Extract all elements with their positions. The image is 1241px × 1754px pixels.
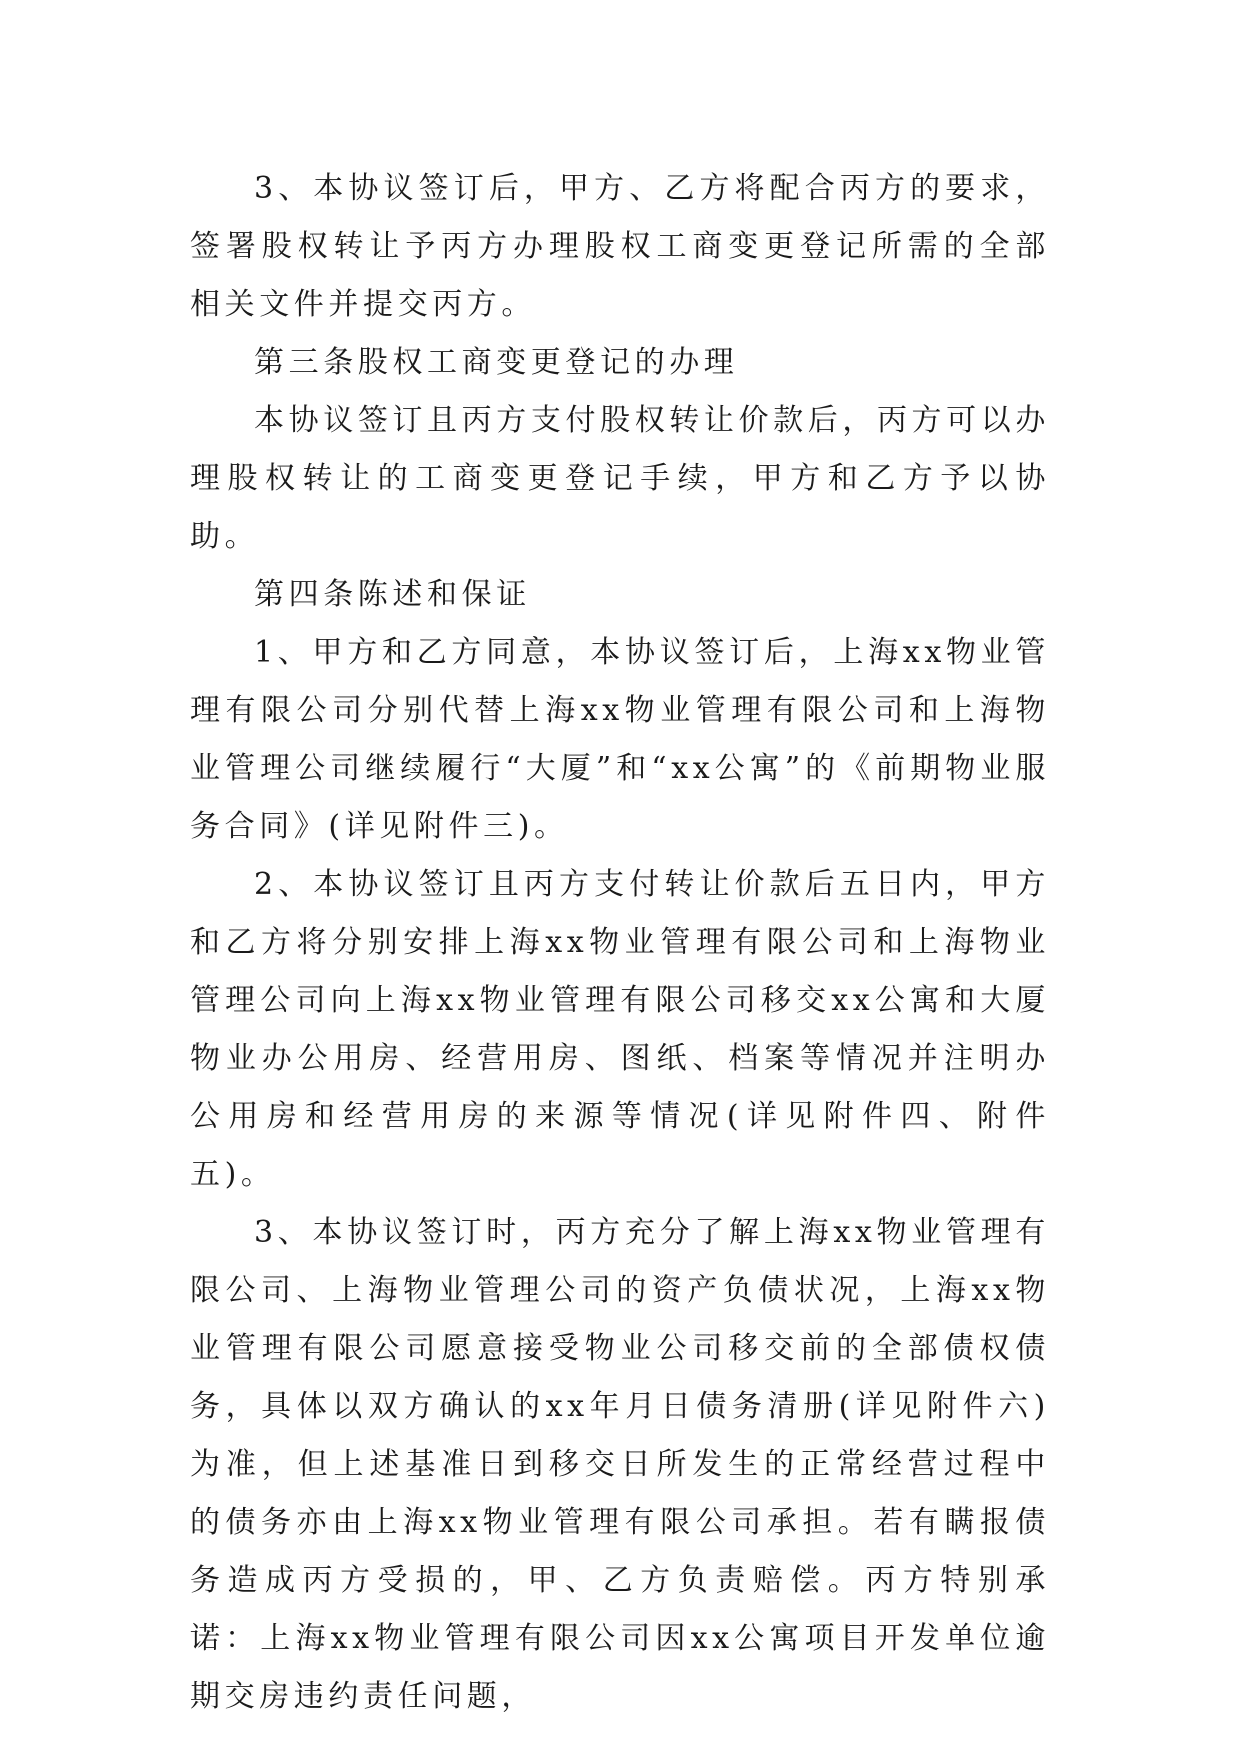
article-4-item-3: 3、本协议签订时，丙方充分了解上海xx物业管理有限公司、上海物业管理公司的资产负债状况，上海xx物业管理有限公司愿意接受物业公司移交前的全部债权债务，具体以双方确认的xx年月日债务清册(详见附件六)为准，但上述基准日到移交日所发生的正常经营过程中的债务亦由上海xx物业管理有限公司承担。若有瞒报债务造成丙方受损的，甲、乙方负责赔偿。丙方特别承诺：上海xx物业管理有限公司因xx公寓项目开发单位逾期交房违约责任问题， [190,1215,1050,1714]
article-4-item-1: 1、甲方和乙方同意，本协议签订后，上海xx物业管理有限公司分别代替上海xx物业管理有限公司和上海物业管理公司继续履行“大厦”和“xx公寓”的《前期物业服务合同》(详见附件三)。 [190,635,1050,844]
article-4-item-2: 2、本协议签订且丙方支付转让价款后五日内，甲方和乙方将分别安排上海xx物业管理有限公司和上海物业管理公司向上海xx物业管理有限公司移交xx公寓和大厦物业办公用房、经营用房、图纸、档案等情况并注明办公用房和经营用房的来源等情况(详见附件四、附件五)。 [190,867,1050,1192]
document-body [190,160,1050,1726]
article-4-heading: 第四条陈述和保证 [254,577,531,612]
article-3-body: 本协议签订且丙方支付股权转让价款后，丙方可以办理股权转让的工商变更登记手续，甲方和乙方予以协助。 [190,403,1050,554]
article-3-heading: 第三条股权工商变更登记的办理 [254,345,739,380]
clause-3-signing-documents: 3、本协议签订后，甲方、乙方将配合丙方的要求，签署股权转让予丙方办理股权工商变更登记所需的全部相关文件并提交丙方。 [190,171,1050,322]
